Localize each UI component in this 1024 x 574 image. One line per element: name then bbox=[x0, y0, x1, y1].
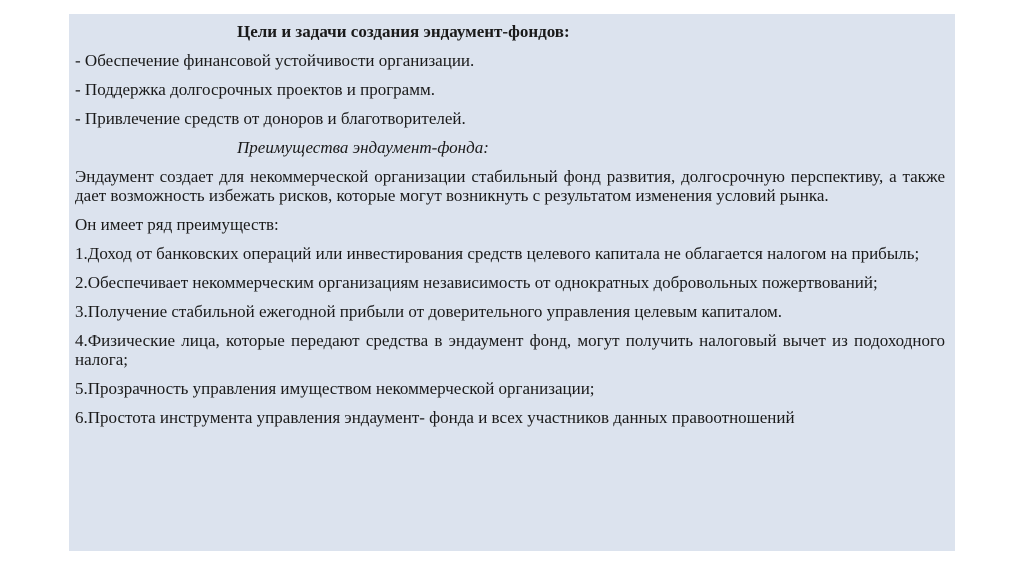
intro-paragraph: Эндаумент создает для некоммерческой организации стабильный фонд развития, долгосрочную перспективу, а также дает возможность избежать рисков, которые могут возникнуть с результатом изменения условий рынка. bbox=[75, 167, 945, 205]
goal-item-1: - Обеспечение финансовой устойчивости организации. bbox=[75, 51, 475, 70]
advantages-lead: Он имеет ряд преимуществ: bbox=[75, 215, 279, 234]
advantage-item-2: 2.Обеспечивает некоммерческим организациям независимость от однократных добровольных пожертвований; bbox=[75, 273, 878, 292]
advantage-item-4: 4.Физические лица, которые передают средства в эндаумент фонд, могут получить налоговый вычет из подоходного налога; bbox=[75, 331, 945, 369]
advantage-item-6: 6.Простота инструмента управления эндаумент- фонда и всех участников данных правоотношений bbox=[75, 408, 795, 427]
slide-title: Цели и задачи создания эндаумент-фондов: bbox=[237, 22, 570, 41]
goal-item-3: - Привлечение средств от доноров и благотворителей. bbox=[75, 109, 466, 128]
goal-item-2: - Поддержка долгосрочных проектов и программ. bbox=[75, 80, 435, 99]
advantage-item-3: 3.Получение стабильной ежегодной прибыли от доверительного управления целевым капиталом. bbox=[75, 302, 783, 321]
advantage-item-5: 5.Прозрачность управления имуществом некоммерческой организации; bbox=[75, 379, 595, 398]
content-panel bbox=[69, 14, 955, 551]
advantages-heading: Преимущества эндаумент-фонда: bbox=[237, 138, 489, 157]
advantage-item-1: 1.Доход от банковских операций или инвестирования средств целевого капитала не облагается налогом на прибыль; bbox=[75, 244, 920, 263]
